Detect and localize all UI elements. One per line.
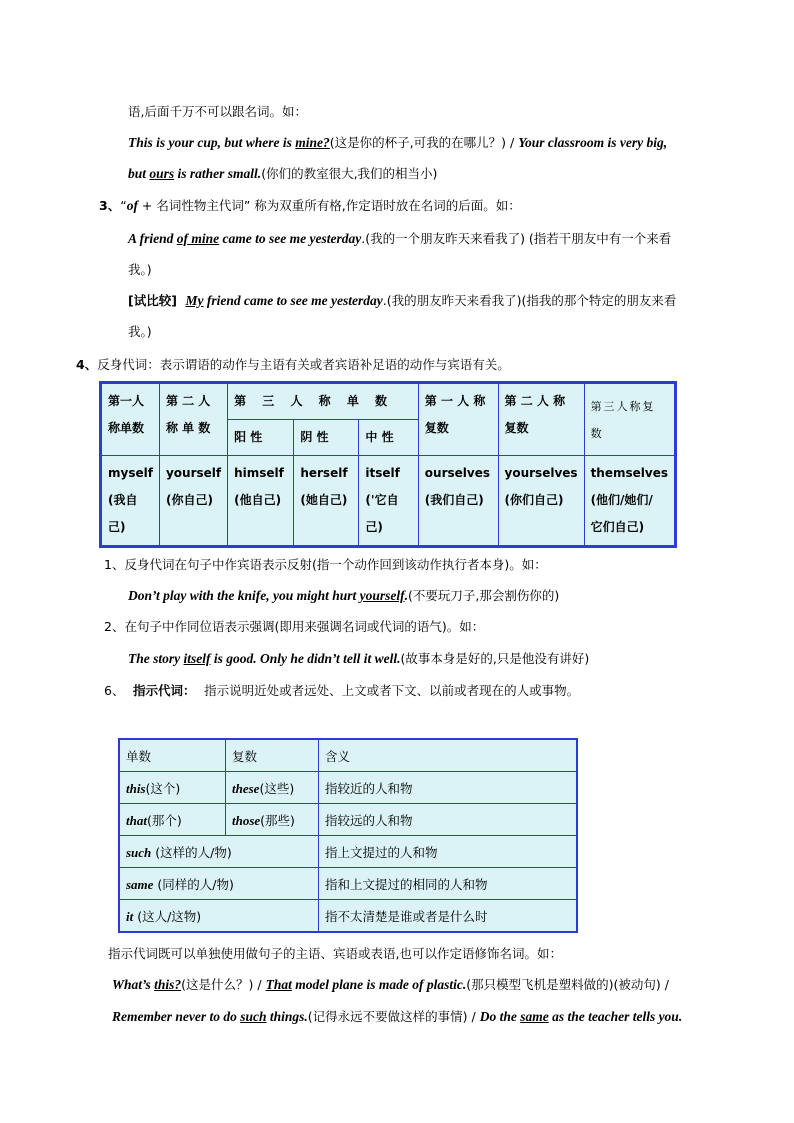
example-text: Your classroom is very big, — [518, 135, 668, 150]
table-cell: same (同样的人/物) — [119, 868, 319, 900]
table-row — [119, 772, 577, 804]
item6-text: 指示说明近处或者远处、上文或者下文、以前或者现在的人或事物。 — [204, 683, 580, 698]
table-row — [101, 456, 676, 547]
example-underlined: mine? — [295, 135, 330, 150]
example-text: but — [128, 166, 150, 181]
example-text: as the teacher tells you. — [548, 1009, 683, 1024]
item-number: 4、 — [76, 357, 98, 372]
example-text: Remember never to do — [112, 1009, 241, 1024]
quote-open: “ — [120, 198, 127, 213]
table-header-cell: 含义 — [319, 739, 578, 772]
item-number: 3、 — [99, 198, 121, 213]
item3-heading — [99, 196, 521, 216]
example-text: things. — [266, 1009, 308, 1024]
example-text: friend came to see me yesterday — [203, 293, 383, 308]
example-translation: (你们的教室很大,我们的相当小) — [261, 166, 438, 181]
item-number: 6、 — [104, 683, 125, 698]
table-header-cell: 第 三 人 称 单 数 — [228, 383, 419, 420]
example-underlined: this? — [154, 977, 182, 992]
item3-text: + 名词性物主代词” 称为双重所有格,作定语时放在名词的后面。如： — [137, 198, 521, 213]
table-header-cell: 复数 — [226, 739, 319, 772]
table-header-cell: 阳 性 — [228, 420, 294, 456]
table-row — [119, 804, 577, 836]
table-header-cell: 第 二 人 称 单 数 — [159, 383, 227, 456]
example-translation: (故事本身是好的,只是他没有讲好) — [400, 651, 590, 666]
table-cell: those(那些) — [226, 804, 319, 836]
table-cell: it (这人/这物) — [119, 900, 319, 933]
example-translation: (这是什么？) / — [181, 977, 266, 992]
table-row — [119, 836, 577, 868]
example-translation: (不要玩刀子,那会割伤你的) — [408, 588, 560, 603]
item3-example-cont: 我。) — [128, 262, 152, 277]
table-cell: itself ('它自己) — [359, 456, 418, 547]
table-cell: this(这个) — [119, 772, 226, 804]
example-underlined: My — [185, 293, 204, 308]
sub1-example — [128, 586, 559, 606]
item6-title: 指示代词： — [133, 683, 196, 698]
table-cell: themselves (他们/她们/ 它们自己) — [584, 456, 675, 547]
table-header-cell: 第 一 人 称 复数 — [418, 383, 498, 456]
table-row — [119, 900, 577, 933]
sub2-text: 2、在句子中作同位语表示强调(即用来强调名词或代词的语气)。如： — [104, 619, 485, 634]
item3-compare-cont: 我。) — [128, 324, 152, 339]
example-underlined: yourself — [359, 588, 405, 603]
table-cell: 指和上文提过的相同的人和物 — [319, 868, 578, 900]
example-underlined: such — [240, 1009, 267, 1024]
table-header-cell: 第 二 人 称 复数 — [498, 383, 584, 456]
table-cell: yourself (你自己) — [159, 456, 227, 547]
table-header-row — [101, 383, 676, 420]
table-header-cell: 中 性 — [359, 420, 418, 456]
example-text: is rather small. — [174, 166, 262, 181]
example-underlined: ours — [149, 166, 175, 181]
example-text: model plane is made of plastic. — [291, 977, 467, 992]
compare-label: [试比较] — [128, 293, 177, 308]
item3-compare — [128, 291, 676, 311]
example-text: Do the — [479, 1009, 521, 1024]
example-text: A friend — [128, 231, 177, 246]
example-underlined: same — [520, 1009, 549, 1024]
table-header-cell: 第一人 称单数 — [101, 383, 160, 456]
example-text: Don’t play with the knife, you might hurt — [128, 588, 360, 603]
item4-heading — [76, 355, 510, 375]
example-translation: (那只模型飞机是塑料做的)(被动句) / — [466, 977, 669, 992]
example-text: . — [404, 588, 409, 603]
example-text: is good. Only he didn’t tell it well. — [210, 651, 401, 666]
closing-example-1 — [112, 975, 669, 995]
of-keyword: of — [126, 198, 138, 213]
table-header-row — [119, 739, 577, 772]
example-line-ours — [128, 164, 437, 184]
demonstrative-pronoun-table — [118, 738, 578, 933]
example-translation: (这是你的杯子,可我的在哪儿？) / — [329, 135, 519, 150]
item6-heading — [104, 681, 579, 701]
table-cell: 指上文提过的人和物 — [319, 836, 578, 868]
table-cell: myself (我自己) — [101, 456, 160, 547]
table-cell: 指较远的人和物 — [319, 804, 578, 836]
example-text: This is your cup, but where is — [128, 135, 296, 150]
example-translation: .(我的朋友昨天来看我了)(指我的那个特定的朋友来看 — [382, 293, 677, 308]
sub2-example — [128, 649, 589, 669]
example-underlined: of mine — [176, 231, 220, 246]
table-header-cell: 阴 性 — [294, 420, 359, 456]
sub1-text: 1、反身代词在句子中作宾语表示反射(指一个动作回到该动作执行者本身)。如： — [104, 557, 547, 572]
table-header-cell: 第三人称复数 — [584, 383, 675, 456]
table-cell: herself (她自己) — [294, 456, 359, 547]
table-cell: 指不太清楚是谁或者是什么时 — [319, 900, 578, 933]
example-line-mine — [128, 133, 667, 153]
table-cell: ourselves (我们自己) — [418, 456, 498, 547]
example-translation: .(我的一个朋友昨天来看我了) (指若干朋友中有一个来看 — [361, 231, 672, 246]
table-cell: such (这样的人/物) — [119, 836, 319, 868]
example-text: The story — [128, 651, 184, 666]
table-cell: these(这些) — [226, 772, 319, 804]
example-underlined: That — [265, 977, 292, 992]
example-translation: (记得永远不要做这样的事情) / — [307, 1009, 480, 1024]
example-text: What’s — [112, 977, 155, 992]
para-line-1: 语,后面千万不可以跟名词。如： — [128, 104, 307, 119]
table-cell: that(那个) — [119, 804, 226, 836]
table-cell: himself (他自己) — [228, 456, 294, 547]
table-header-cell: 单数 — [119, 739, 226, 772]
closing-text: 指示代词既可以单独使用做句子的主语、宾语或表语,也可以作定语修饰名词。如： — [108, 946, 562, 961]
table-row — [119, 868, 577, 900]
item3-example — [128, 229, 671, 249]
item4-title: 反身代词：表示谓语的动作与主语有关或者宾语补足语的动作与宾语有关。 — [97, 357, 510, 372]
table-cell: 指较近的人和物 — [319, 772, 578, 804]
closing-example-2 — [112, 1007, 682, 1027]
example-underlined: itself — [183, 651, 211, 666]
reflexive-pronoun-table — [99, 381, 677, 548]
table-cell: yourselves (你们自己) — [498, 456, 584, 547]
example-text: came to see me yesterday — [219, 231, 362, 246]
